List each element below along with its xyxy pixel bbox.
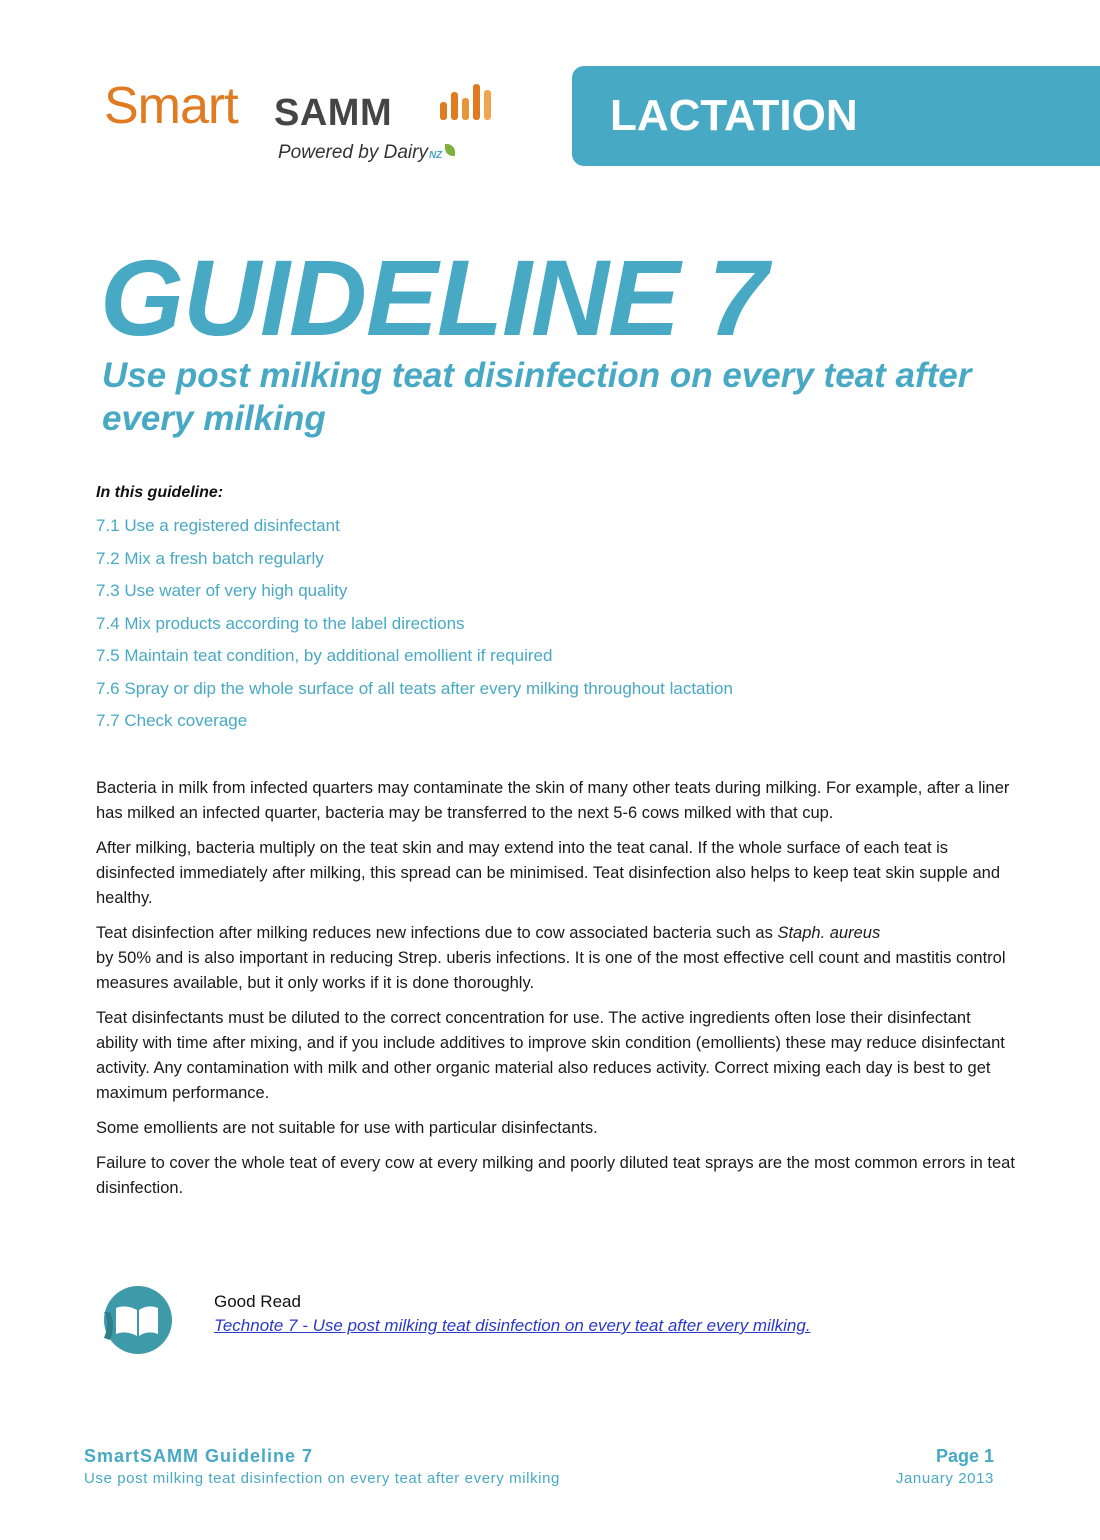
toc-item[interactable]: 7.7 Check coverage — [96, 711, 248, 730]
toc-list — [96, 512, 733, 740]
toc-item[interactable]: 7.6 Spray or dip the whole surface of all teats after every milking throughout lactation — [96, 678, 733, 698]
body-paragraph: After milking, bacteria multiply on the teat skin and may extend into the teat canal. If the whole surface of each teat is disinfected immediately after milking, this spread can be minimised. Teat disinfection also helps to keep teat skin supple and healthy. — [96, 839, 1001, 907]
footer-subtitle: Use post milking teat disinfection on every teat after every milking — [84, 1470, 560, 1487]
body-paragraph: Some emollients are not suitable for use with particular disinfectants. — [96, 1119, 598, 1137]
technote-link[interactable]: Technote 7 - Use post milking teat disinfection on every teat after every milking. — [214, 1316, 811, 1335]
body-text — [96, 776, 1016, 1211]
guideline-subtitle: Use post milking teat disinfection on every teat after every milking — [102, 356, 972, 438]
body-paragraph: Bacteria in milk from infected quarters may contaminate the skin of many other teats during milking. For example, after a liner has milked an infected quarter, bacteria may be transferred to the next 5-6 cows milked with that cup. — [96, 779, 1010, 822]
toc-item[interactable]: 7.5 Maintain teat condition, by additional emollient if required — [96, 646, 553, 665]
body-paragraph: Teat disinfectants must be diluted to the correct concentration for use. The active ingredients often lose their disinfectant ability with time after mixing, and if you include additives to improve skin condition (emollients) these may reduce disinfectant activity. Any contamination with milk and other organic material also reduces activity. Correct mixing each day is best to get maximum performance. — [96, 1009, 1005, 1102]
publish-date: January 2013 — [895, 1470, 994, 1487]
page-number: Page 1 — [935, 1446, 994, 1466]
bar-chart-icon — [438, 80, 498, 126]
toc-item[interactable]: 7.1 Use a registered disinfectant — [96, 516, 340, 535]
guideline-title: GUIDELINE 7 — [100, 237, 768, 358]
smartsamm-logo — [104, 76, 504, 176]
toc-item[interactable]: 7.2 Mix a fresh batch regularly — [96, 548, 324, 568]
section-tab-lactation: LACTATION — [572, 66, 1100, 166]
book-icon — [96, 1282, 178, 1358]
toc-item[interactable]: 7.4 Mix products according to the label directions — [96, 613, 465, 633]
logo-text-samm: SAMM — [274, 92, 393, 134]
good-read-label: Good Read — [214, 1292, 301, 1311]
leaf-icon — [445, 144, 455, 156]
italic-species: Staph. aureus — [777, 924, 881, 942]
toc-item[interactable]: 7.3 Use water of very high quality — [96, 581, 348, 600]
body-paragraph: Failure to cover the whole teat of every cow at every milking and poorly diluted teat sprays are the most common errors in teat disinfection. — [96, 1154, 1015, 1197]
logo-text-smart: Smart — [104, 77, 238, 135]
powered-by-dairynz: Powered by DairyNZ — [278, 142, 455, 164]
body-paragraph: Teat disinfection after milking reduces new infections due to cow associated bacteria such as Staph. aureus by 50% and is also important in reducing Strep. uberis infections. It is one of the most effective cell count and mastitis control measures available, but it only works if it is done thoroughly. — [96, 924, 1006, 992]
toc-heading: In this guideline: — [96, 484, 224, 501]
footer-title: SmartSAMM Guideline 7 — [84, 1446, 314, 1466]
